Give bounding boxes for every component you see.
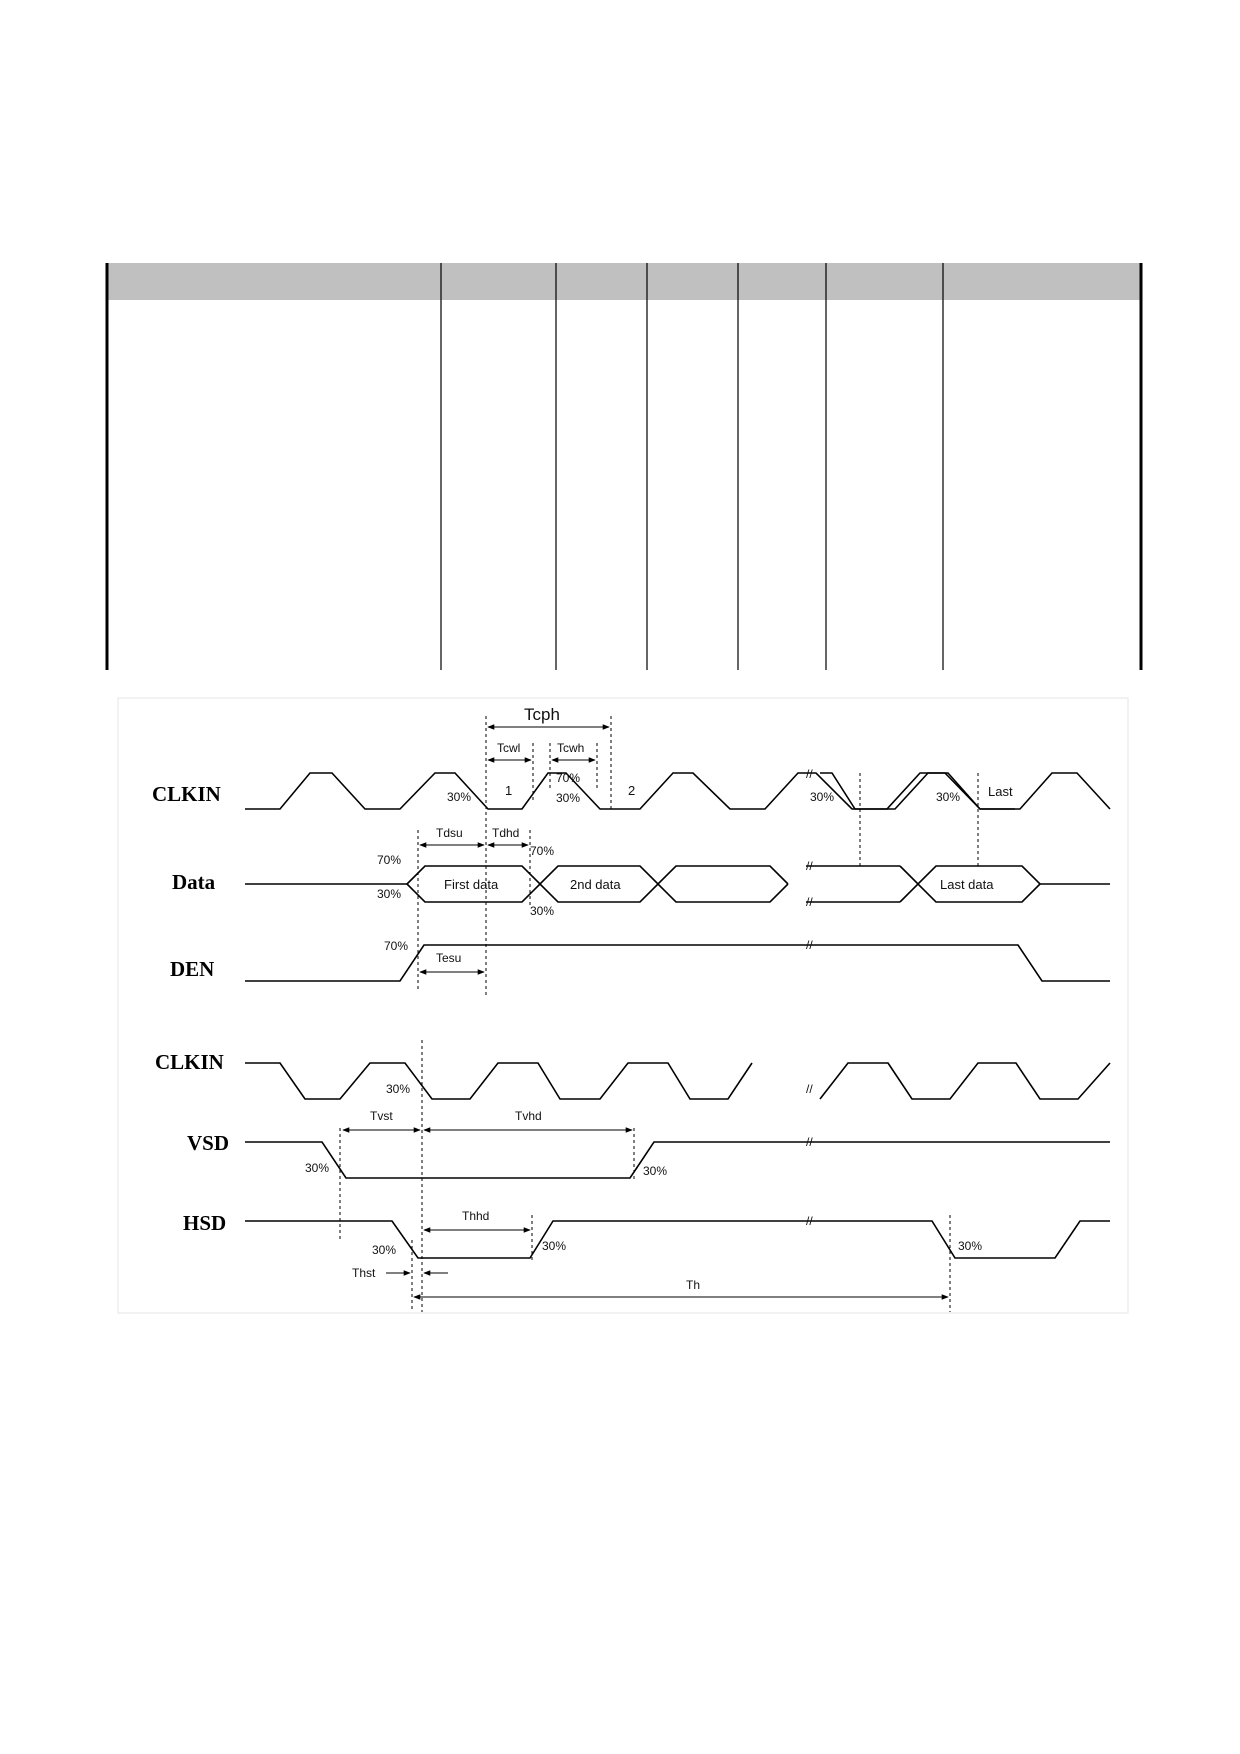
- pct-30-clk-3: 30%: [810, 790, 835, 804]
- pct-70-data-2: 70%: [530, 844, 555, 858]
- timing-label-th: Th: [686, 1278, 701, 1292]
- timing-label-tcwh: Tcwh: [557, 741, 585, 755]
- signal-label-data: Data: [172, 870, 216, 894]
- data-cell-last: Last data: [940, 877, 994, 892]
- pct-30-data: 30%: [377, 887, 402, 901]
- timing-label-tdhd: Tdhd: [492, 826, 520, 840]
- clkin2-waveform: [245, 1063, 752, 1099]
- pct-30-hsd: 30%: [372, 1243, 397, 1257]
- pct-30-hsd-2: 30%: [542, 1239, 567, 1253]
- data-bus-last-top: [900, 866, 1110, 884]
- pct-30-clk-4: 30%: [936, 790, 961, 804]
- pct-30-hsd-3: 30%: [958, 1239, 983, 1253]
- data-cell-first: First data: [444, 877, 499, 892]
- clkin-waveform-2: [820, 773, 1110, 809]
- signal-label-den: DEN: [170, 957, 215, 981]
- pct-30-vsd: 30%: [305, 1161, 330, 1175]
- signal-label-hsd: HSD: [183, 1211, 227, 1235]
- pct-70-clk: 70%: [556, 771, 581, 785]
- pct-70-data: 70%: [377, 853, 402, 867]
- clock-pulse-last: Last: [988, 784, 1013, 799]
- vsd-waveform: [245, 1142, 1110, 1178]
- break-mark: //: [806, 1135, 813, 1149]
- timing-label-tvhd: Tvhd: [515, 1109, 542, 1123]
- pct-30-vsd-2: 30%: [643, 1164, 668, 1178]
- timing-label-tcwl: Tcwl: [497, 741, 521, 755]
- break-mark: //: [806, 895, 813, 909]
- pct-30-data-2: 30%: [530, 904, 555, 918]
- timing-label-tdsu: Tdsu: [436, 826, 463, 840]
- timing-label-tvst: Tvst: [370, 1109, 393, 1123]
- signal-label-vsd: VSD: [187, 1131, 230, 1155]
- clock-pulse-1: 1: [505, 783, 513, 798]
- clock-pulse-2: 2: [628, 783, 636, 798]
- pct-70-den: 70%: [384, 939, 409, 953]
- clkin2-waveform-b: [820, 1063, 1110, 1099]
- break-mark: //: [806, 1214, 813, 1228]
- break-mark: //: [806, 1082, 813, 1096]
- signal-label-clkin: CLKIN: [152, 782, 221, 806]
- pct-30-clk: 30%: [447, 790, 472, 804]
- data-cell-second: 2nd data: [570, 877, 621, 892]
- timing-label-tcph: Tcph: [524, 705, 560, 724]
- break-mark: //: [806, 767, 813, 781]
- pct-30-clk-2: 30%: [556, 791, 581, 805]
- timing-label-tesu: Tesu: [436, 951, 462, 965]
- timing-label-thhd: Thhd: [462, 1209, 490, 1223]
- break-mark: //: [806, 859, 813, 873]
- den-waveform: [245, 945, 1110, 981]
- signal-label-clkin-2: CLKIN: [155, 1050, 224, 1074]
- break-mark: //: [806, 938, 813, 952]
- pct-30-clk2: 30%: [386, 1082, 411, 1096]
- timing-label-thst: Thst: [352, 1266, 376, 1280]
